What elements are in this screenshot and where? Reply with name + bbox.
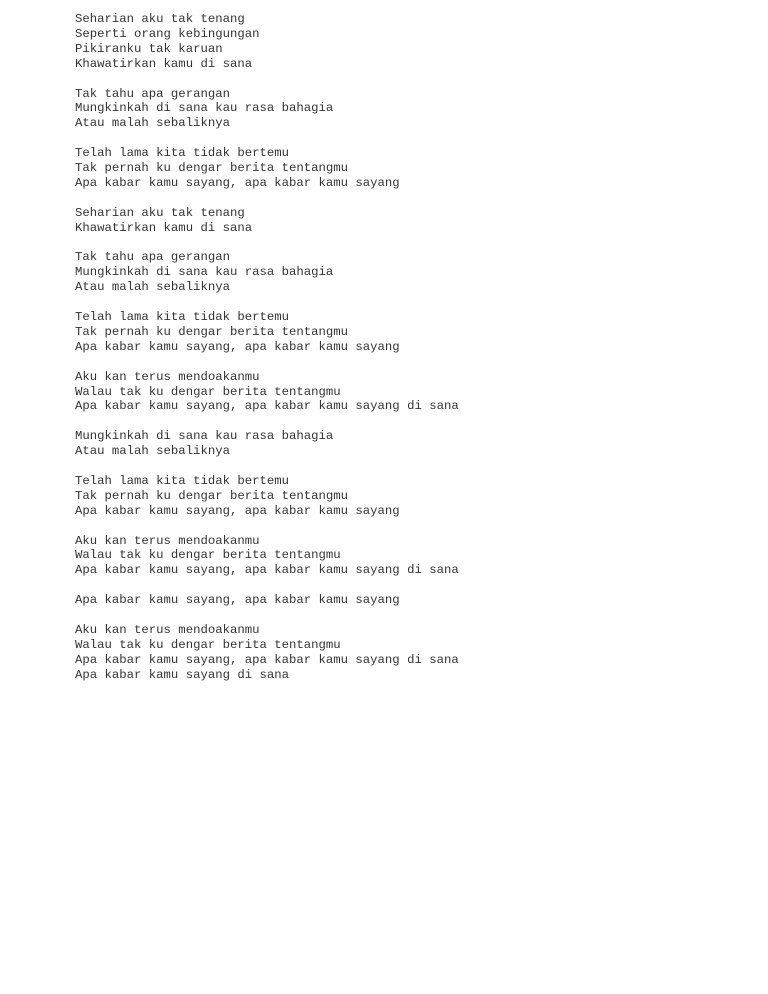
- lyric-line: Mungkinkah di sana kau rasa bahagia: [75, 429, 334, 444]
- lyric-line: Tak pernah ku dengar berita tentangmu: [75, 488, 349, 503]
- lyric-line: Mungkinkah di sana kau rasa bahagia: [75, 101, 334, 116]
- lyric-line: Telah lama kita tidak bertemu: [75, 473, 290, 488]
- lyric-line: Atau malah sebaliknya: [75, 444, 230, 459]
- lyric-line: Seperti orang kebingungan: [75, 26, 260, 41]
- lyric-line: Tak pernah ku dengar berita tentangmu: [75, 324, 349, 339]
- lyric-line: Mungkinkah di sana kau rasa bahagia: [75, 265, 334, 280]
- lyric-line: Pikiranku tak karuan: [75, 41, 223, 56]
- lyric-line: Seharian aku tak tenang: [75, 205, 245, 220]
- stanza-5: [75, 250, 755, 295]
- lyric-line: Walau tak ku dengar berita tentangmu: [75, 637, 341, 652]
- stanza-6: [75, 310, 755, 355]
- lyric-line: Tak pernah ku dengar berita tentangmu: [75, 161, 349, 176]
- lyric-line: Khawatirkan kamu di sana: [75, 220, 253, 235]
- lyric-line: Apa kabar kamu sayang, apa kabar kamu sayang di sana: [75, 563, 459, 578]
- lyric-line: Apa kabar kamu sayang, apa kabar kamu sayang di sana: [75, 652, 459, 667]
- lyric-line: Apa kabar kamu sayang, apa kabar kamu sayang: [75, 175, 400, 190]
- lyric-line: Atau malah sebaliknya: [75, 116, 230, 131]
- lyric-line: Walau tak ku dengar berita tentangmu: [75, 384, 341, 399]
- lyric-line: Telah lama kita tidak bertemu: [75, 146, 290, 161]
- lyric-line: Aku kan terus mendoakanmu: [75, 622, 260, 637]
- lyric-line: Aku kan terus mendoakanmu: [75, 369, 260, 384]
- lyric-line: Walau tak ku dengar berita tentangmu: [75, 548, 341, 563]
- stanza-12: [75, 623, 755, 683]
- lyric-line: Khawatirkan kamu di sana: [75, 56, 253, 71]
- stanza-10: [75, 534, 755, 579]
- stanza-3: [75, 146, 755, 191]
- stanza-4: [75, 206, 755, 236]
- lyric-line: Apa kabar kamu sayang, apa kabar kamu sayang: [75, 593, 400, 608]
- lyric-line: Apa kabar kamu sayang, apa kabar kamu sayang: [75, 339, 400, 354]
- stanza-7: [75, 370, 755, 415]
- lyric-line: Aku kan terus mendoakanmu: [75, 533, 260, 548]
- lyric-line: Apa kabar kamu sayang di sana: [75, 667, 290, 682]
- lyrics-page: [75, 12, 755, 698]
- stanza-9: [75, 474, 755, 519]
- lyric-line: Apa kabar kamu sayang, apa kabar kamu sayang: [75, 503, 400, 518]
- lyric-line: Tak tahu apa gerangan: [75, 86, 230, 101]
- lyric-line: Telah lama kita tidak bertemu: [75, 310, 290, 325]
- stanza-8: [75, 429, 755, 459]
- stanza-2: [75, 87, 755, 132]
- lyric-line: Atau malah sebaliknya: [75, 280, 230, 295]
- lyric-line: Seharian aku tak tenang: [75, 12, 245, 26]
- stanza-1: [75, 12, 755, 72]
- lyric-line: Tak tahu apa gerangan: [75, 250, 230, 265]
- lyric-line: Apa kabar kamu sayang, apa kabar kamu sayang di sana: [75, 399, 459, 414]
- stanza-11: [75, 593, 755, 608]
